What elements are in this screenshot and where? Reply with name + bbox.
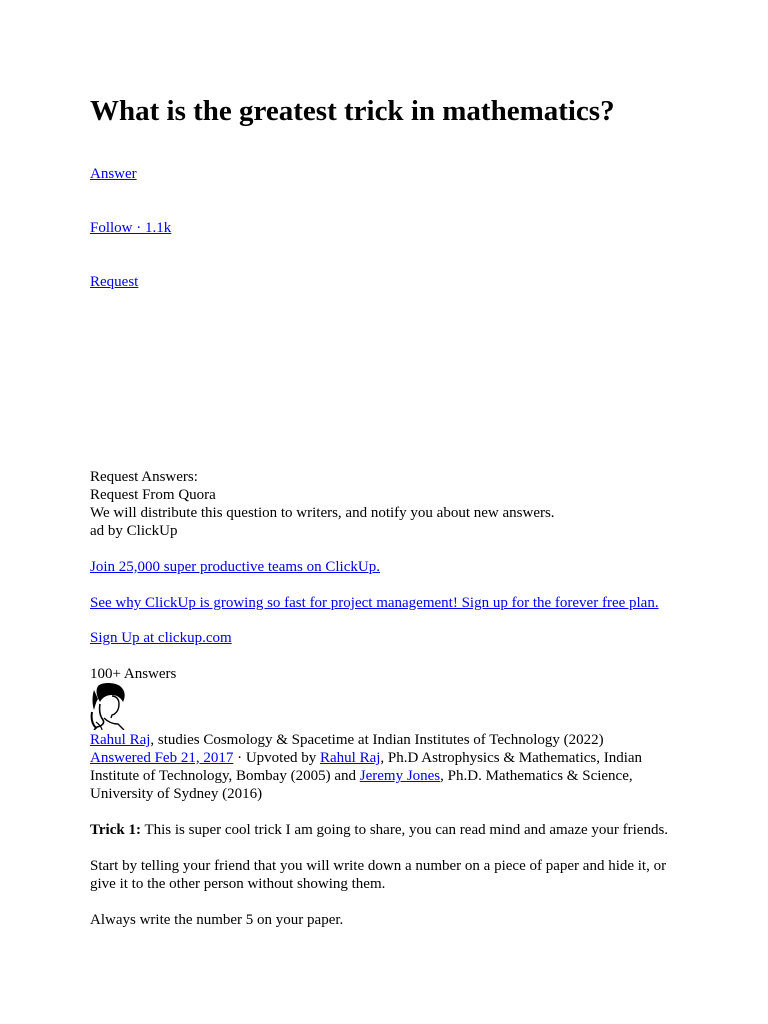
answer-para-3: Always write the number 5 on your paper.: [90, 912, 344, 928]
answer-trick-1: [90, 821, 668, 839]
upvoter-1-link[interactable]: Rahul Raj: [319, 750, 381, 766]
answer-link[interactable]: Answer: [90, 166, 137, 182]
request-source: Request From Quora: [90, 487, 216, 503]
upvoter-2-credential: , Ph.D. Mathematics & Science,: [440, 768, 633, 784]
trick-text: This is super cool trick I am going to share, you can read mind and amaze your friends.: [140, 822, 669, 838]
ad-cta-link[interactable]: Sign Up at clickup.com: [90, 630, 232, 646]
ad-headline-link[interactable]: Join 25,000 super productive teams on ClickUp.: [90, 559, 380, 575]
author-name-link[interactable]: Rahul Raj: [90, 732, 151, 748]
answer-meta-line-3: University of Sydney (2016): [90, 786, 263, 802]
ad-body-link[interactable]: See why ClickUp is growing so fast for project management! Sign up for the forever free plan.: [90, 595, 659, 611]
answer-meta-line-1: [90, 749, 642, 767]
upvoter-1-credential-cont: Institute of Technology, Bombay (2005) and: [90, 768, 360, 784]
follow-link[interactable]: Follow · 1.1k: [90, 220, 172, 236]
upvoter-2-link[interactable]: Jeremy Jones: [359, 768, 441, 784]
question-title: What is the greatest trick in mathematics?: [90, 95, 615, 127]
trick-label: Trick 1:: [90, 822, 141, 838]
answer-para-2-line-1: Start by telling your friend that you will write down a number on a piece of paper and hide it, or: [90, 858, 667, 874]
author-avatar[interactable]: [90, 682, 127, 730]
request-description: We will distribute this question to writers, and notify you about new answers.: [90, 505, 555, 521]
upvoter-1-credential: , Ph.D Astrophysics & Mathematics, Indian: [380, 750, 643, 766]
request-answers-heading: Request Answers:: [90, 469, 198, 485]
answer-meta-line-2: [90, 767, 633, 785]
answer-para-2-line-2: give it to the other person without showing them.: [90, 876, 386, 892]
ad-sponsor-label: ad by ClickUp: [90, 523, 178, 539]
answers-count: 100+ Answers: [90, 666, 177, 682]
author-line: [90, 731, 604, 749]
request-link[interactable]: Request: [90, 274, 139, 290]
upvoted-by-label: · Upvoted by: [233, 750, 320, 766]
answered-date-link[interactable]: Answered Feb 21, 2017: [90, 750, 234, 766]
author-credential: , studies Cosmology & Spacetime at Indian Institutes of Technology (2022): [150, 732, 604, 748]
